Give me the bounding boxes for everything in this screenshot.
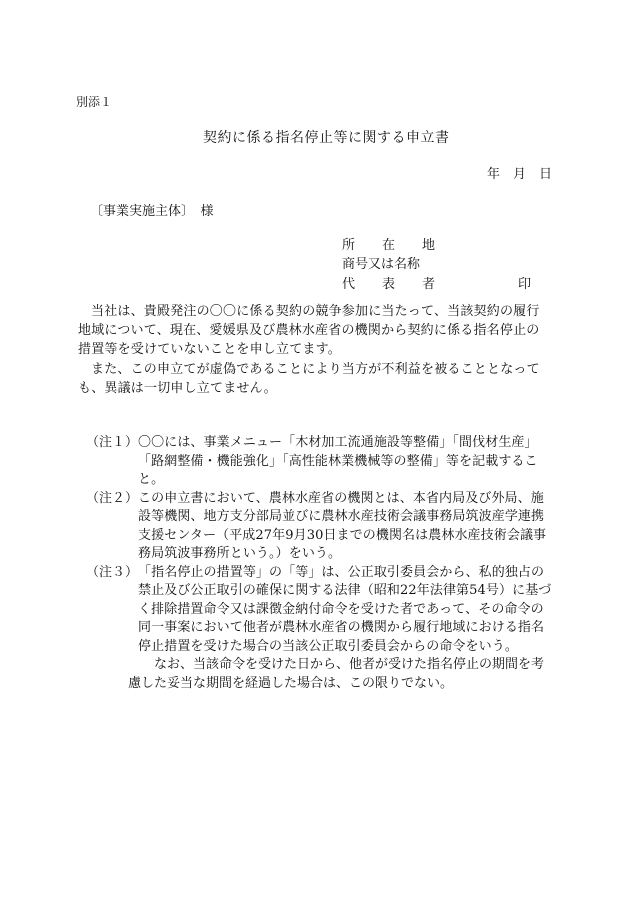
note-text: この申立書において、農林水産省の機関とは、本省内局及び外局、施設等機関、地方支分部局並びに農林水産技術会議事務局筑波産学連携支援センター（平成27年9月30日までの機関名は農林水産技術会議事務局筑波事務所という。）をいう。 bbox=[138, 490, 547, 561]
no-objection-paragraph: また、この申立てが虚偽であることにより当方が不利益を被ることとなっても、異議は一切申し立てません。 bbox=[78, 362, 540, 396]
annex-label: 別添１ bbox=[76, 95, 113, 109]
note-text: 〇〇には、事業メニュー「木材加工流通施設等整備」「間伐材生産」「路網整備・機能強化」「高性能林業機械等の整備」等を記載すること。 bbox=[138, 435, 538, 487]
notes-section bbox=[86, 434, 556, 693]
company-name-label: 商号又は名称 bbox=[342, 257, 421, 272]
representative-label: 代 表 者 bbox=[342, 277, 443, 292]
note-label: （注１） bbox=[86, 435, 139, 450]
recipient-line: 〔事業実施主体〕 様 bbox=[90, 204, 214, 219]
note-supplement: なお、当該命令を受けた日から、他者が受けた指名停止の期間を考慮した妥当な期間を経過した場合は、この限りでない。 bbox=[128, 657, 545, 691]
note-label: （注２） bbox=[86, 490, 139, 506]
document-title: 契約に係る指名停止等に関する申立書 bbox=[203, 130, 450, 146]
declaration-paragraph: 当社は、貴殿発注の〇〇に係る契約の競争参加に当たって、当該契約の履行地域について、現在、愛媛県及び農林水産省の機関から契約に係る指名停止の措置等を受けていないことを申し立てます。 bbox=[78, 304, 540, 357]
note-item bbox=[86, 490, 556, 564]
note-label: （注３） bbox=[86, 564, 139, 580]
note-item bbox=[86, 434, 556, 490]
address-label: 所 在 地 bbox=[342, 238, 443, 253]
note-item bbox=[86, 564, 556, 657]
seal-mark: 印 bbox=[518, 277, 532, 292]
date-line: 年 月 日 bbox=[486, 167, 552, 182]
note-text: 「指名停止の措置等」の「等」は、公正取引委員会から、私的独占の禁止及び公正取引の確保に関する法律（昭和22年法律第54号）に基づく排除措置命令又は課徴金納付命令を受けた者であって、その命令の同一事案において他者が農林水産省の機関から履行地域における指名停止措置を受けた場合の当該公正取引委員会からの命令をいう。 bbox=[138, 564, 552, 654]
